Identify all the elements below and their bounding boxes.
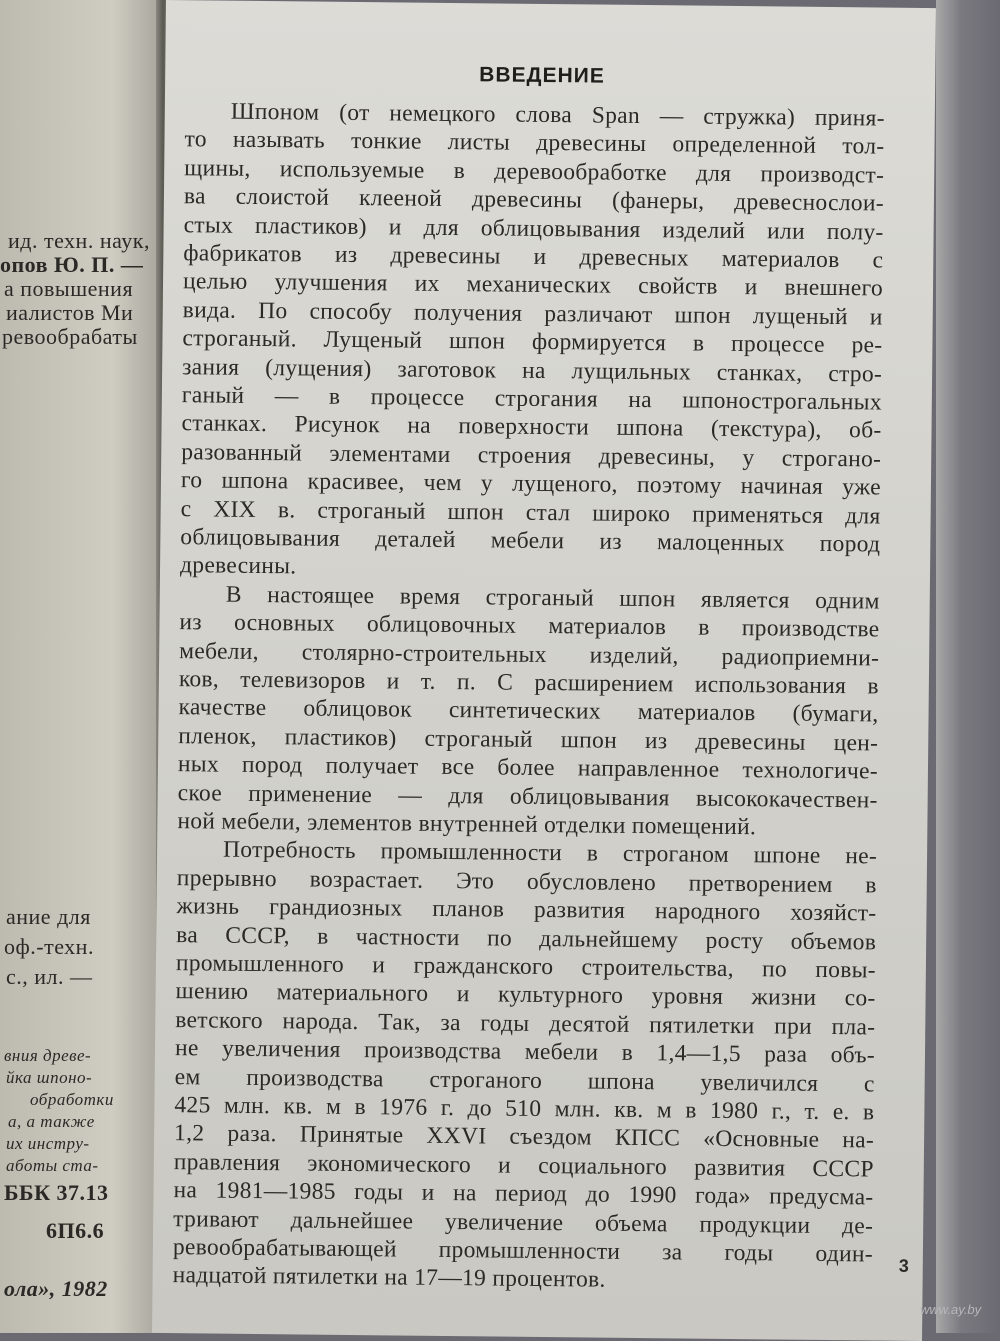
text-line: ем производства строганого шпона увеличился с xyxy=(174,1063,875,1098)
text-line: зания (лущения) заготовок на лущильных станках, стро- xyxy=(182,353,883,388)
left-fragment: оф.-техн. xyxy=(4,934,94,959)
left-fragment: а повышения xyxy=(4,276,134,301)
text-line: пленок, пластиков) строганый шпон из древесины цен- xyxy=(178,722,879,757)
text-line: ных пород получает все более направленное технологиче- xyxy=(177,751,879,785)
left-fragment: с., ил. — xyxy=(6,964,93,989)
left-fragment: ид. техн. наук, xyxy=(8,228,150,253)
text-line: разованный элементами строения древесины, у строгано- xyxy=(181,438,882,473)
text-line: 1,2 раза. Принятые XXVI съездом КПСС «Основные на- xyxy=(173,1120,875,1154)
text-line: ва слоистой клееной древесины (фанеры, древеснослои- xyxy=(183,183,885,217)
left-fragment: ревообрабаты xyxy=(2,324,138,349)
text-line: ское применение — для облицовывания высококачествен- xyxy=(177,779,878,814)
text-line: шению материального и культурного уровня жизни со- xyxy=(175,978,876,1012)
text-line: прерывно возрастает. Это обусловлено претворением в xyxy=(176,864,877,899)
text-line: надцатой пятилетки на 17—19 процентов. xyxy=(172,1262,606,1294)
left-fragment: 6П6.6 xyxy=(46,1218,105,1243)
text-line: древесины. xyxy=(179,552,297,580)
left-fragment: ание для xyxy=(6,904,91,929)
page-number: 3 xyxy=(898,1255,909,1276)
left-fragment: аботы ста- xyxy=(6,1156,99,1175)
text-line: В настоящее время строганый шпон является одним xyxy=(225,581,880,615)
text-line: щины, используемые в деревообработке для производст- xyxy=(184,154,885,189)
text-line: ревообрабатывающей промышленности за годы один- xyxy=(172,1234,874,1268)
text-line: с XIX в. строганый шпон стал широко применяться для xyxy=(180,495,881,530)
text-line: из основных облицовочных материалов в производстве xyxy=(179,609,880,643)
left-fragment: иалистов Ми xyxy=(6,300,134,325)
text-line: промышленного и гражданского строительства, по повы- xyxy=(175,950,877,984)
watermark: www.ay.by xyxy=(920,1302,982,1317)
text-line: вида. По способу получения различают шпон лущеный и xyxy=(182,296,883,331)
text-line: Шпоном (от немецкого слова Span — стружка) приня- xyxy=(230,98,885,132)
text-line: правления экономического и социального развития СССР xyxy=(173,1148,874,1183)
text-line: ва СССР, в частности по дальнейшему росту объемов xyxy=(176,921,877,956)
text-line: мебели, столярно-строительных изделий, радиоприемни- xyxy=(179,637,880,672)
right-page xyxy=(152,0,936,1341)
text-line: целью улучшения их механических свойств и внешнего xyxy=(182,268,884,302)
text-line: на 1981—1985 годы и на период до 1990 года» предусма- xyxy=(173,1177,874,1211)
text-line: облицовывания деталей мебели из малоценных пород xyxy=(180,524,881,558)
page-edge xyxy=(936,0,1000,1333)
left-fragment: вния древе- xyxy=(4,1046,92,1065)
text-line: жизнь грандиозных планов развития народного хозяйст- xyxy=(176,893,877,927)
left-fragment: ББК 37.13 xyxy=(4,1180,109,1205)
text-line: ков, телевизоров и т. п. С расширением использования в xyxy=(178,666,879,700)
text-line: то называть тонкие листы древесины определенной тол- xyxy=(184,126,885,160)
text-line: го шпона красивее, чем у лущеного, поэтому начиная уже xyxy=(180,467,882,501)
page-title: ВВЕДЕНИЕ xyxy=(479,63,605,88)
left-fragment: обработки xyxy=(30,1090,114,1109)
text-line: ветского народа. Так, за годы десятой пятилетки при пла- xyxy=(175,1006,876,1041)
text-line: ной мебели, элементов внутренней отделки помещений. xyxy=(177,808,757,841)
text-line: Потребность промышленности в строганом шпоне не- xyxy=(222,837,878,870)
left-page xyxy=(0,0,160,1333)
left-fragment: их инстру- xyxy=(6,1134,90,1153)
text-line: тривают дальнейшее увеличение объема продукции де- xyxy=(173,1205,874,1240)
text-line: стых пластиков) и для облицовывания изделий или полу- xyxy=(183,211,884,246)
left-fragment: а, а также xyxy=(8,1112,95,1131)
left-fragment: ола», 1982 xyxy=(4,1276,108,1301)
text-line: строганый. Лущеный шпон формируется в процессе ре- xyxy=(182,325,883,359)
text-line: качестве облицовок синтетических материалов (бумаги, xyxy=(178,694,879,728)
text-line: фабрикатов из древесины и древесных материалов с xyxy=(183,240,884,274)
text-line: станках. Рисунок на поверхности шпона (текстура), об- xyxy=(181,410,882,444)
left-fragment: опов Ю. П. — xyxy=(0,252,144,277)
text-line: ганый — в процессе строгания на шпонострогальных xyxy=(181,382,882,416)
text-line: 425 млн. кв. м в 1976 г. до 510 млн. кв. м в 1980 г., т. е. в xyxy=(174,1092,875,1126)
text-line: не увеличения производства мебели в 1,4—1,5 раза объ- xyxy=(174,1035,876,1069)
left-fragment: йка шпоно- xyxy=(6,1068,93,1087)
